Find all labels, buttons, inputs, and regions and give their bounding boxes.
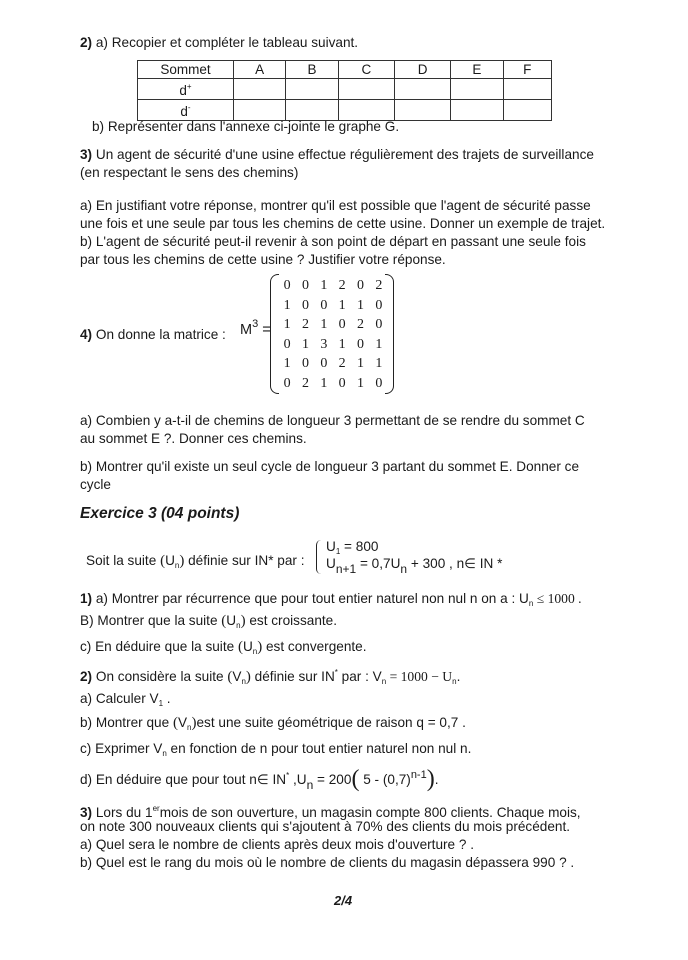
header-cell: E: [451, 61, 503, 79]
matrix-cell: 1: [283, 317, 291, 332]
degree-table-header-row: [138, 61, 552, 79]
matrix-cell: 1: [356, 297, 364, 313]
close-paren: ): [257, 639, 263, 655]
matrix-cell: 1: [320, 317, 328, 332]
star-sup: *: [334, 668, 338, 677]
open-paren: (: [227, 669, 233, 685]
q3-text: Un agent de sécurité d'une usine effectue régulièrement des trajets de surveillance: [92, 147, 594, 162]
text: est une suite géométrique de raison q = 0,7 .: [196, 715, 466, 730]
intro-text: Soit la suite: [86, 553, 161, 568]
text: c) Exprimer V: [80, 741, 163, 756]
system-brace: [316, 540, 323, 574]
sub: n: [306, 778, 314, 792]
period: .: [456, 669, 461, 684]
row-label-sup: +: [186, 82, 192, 91]
q2-b-statement: b) Représenter dans l'annexe ci-jointe le graphe G.: [92, 119, 400, 134]
text: 5 - (0,7): [359, 772, 411, 787]
p2-number: 2): [80, 669, 93, 684]
table-cell: [234, 79, 286, 100]
seq-u: U: [165, 553, 175, 568]
matrix-cell: 0: [301, 278, 309, 293]
matrix-cell: 0: [338, 317, 346, 332]
exercise-3-title: Exercice 3 (04 points): [80, 505, 240, 522]
matrix-cell: 2: [375, 278, 383, 293]
matrix-cell: 1: [375, 336, 383, 352]
u-sub: 1: [335, 547, 341, 556]
matrix-name: M: [240, 322, 253, 338]
matrix-cell: 0: [301, 297, 309, 313]
p2-c-statement: [80, 740, 471, 763]
q4-a-line1: a) Combien y a-t-il de chemins de longueur 3 permettant de se rendre du sommet C: [80, 413, 585, 428]
row-label-sup: -: [187, 103, 191, 112]
row-label: d: [180, 104, 188, 119]
matrix-cell: 0: [320, 356, 328, 371]
q3-b-line2: par tous les chemins de cette usine ? Justifier votre réponse.: [80, 252, 446, 267]
p1-a-statement: [80, 590, 582, 613]
table-cell: [394, 100, 450, 121]
text: définie sur IN: [250, 669, 335, 684]
matrix-cell: 3: [320, 336, 328, 352]
q3-number: 3): [80, 147, 93, 162]
sub: 1: [158, 699, 164, 708]
q3-a-line2: une fois et une seule par tous les chemins de cette usine. Donner un exemple de trajet.: [80, 216, 606, 231]
text: en fonction de n pour tout entier naturel non nul n.: [166, 741, 472, 756]
text: b) Montrer que: [80, 715, 173, 730]
text: a) Calculer V: [80, 691, 159, 706]
matrix-cell: 2: [356, 317, 364, 332]
matrix-cell: 1: [338, 336, 346, 352]
matrix-cell: 0: [283, 278, 291, 293]
close-paren: ): [191, 715, 197, 731]
sub: n: [236, 621, 241, 630]
text: B) Montrer que la suite: [80, 613, 222, 628]
table-cell: [503, 100, 551, 121]
q3-a-line1: a) En justifiant votre réponse, montrer qu'il est possible que l'agent de sécurité passe: [80, 198, 591, 213]
text: .: [163, 691, 171, 706]
exponent: n-1: [410, 769, 427, 781]
matrix-cell: 1: [283, 297, 291, 313]
matrix-cell: 0: [356, 278, 364, 293]
table-cell: [286, 79, 338, 100]
text: Lors du 1: [92, 805, 153, 820]
close-paren: ): [179, 553, 185, 569]
row-label-out-degree: [138, 79, 234, 100]
matrix-cell: 2: [338, 356, 346, 371]
open-paren: (: [221, 613, 227, 629]
text: ,U: [289, 772, 307, 787]
p1-b-statement: B) Montrer que la suite $(U_n)$ est croissante.: [80, 613, 337, 630]
table-cell: [394, 79, 450, 100]
matrix-cell: 2: [338, 278, 346, 293]
q3-statement-line2: (en respectant le sens des chemins): [80, 165, 299, 180]
q4-a-line2: au sommet E ?. Donner ces chemins.: [80, 431, 307, 446]
p3-a: a) Quel sera le nombre de clients après deux mois d'ouverture ? .: [80, 837, 474, 852]
matrix-cell: 0: [283, 375, 291, 391]
matrix-cell: 2: [301, 375, 309, 391]
matrix-cell: 0: [283, 336, 291, 352]
p3-b: b) Quel est le rang du mois où le nombre de clients du magasin dépassera 990 ? .: [80, 855, 575, 870]
u: U: [326, 556, 336, 571]
text: par : V: [337, 669, 382, 684]
q2-a-statement: [80, 34, 358, 52]
sub: n: [162, 749, 167, 758]
matrix-cell: 2: [301, 317, 309, 332]
matrix-cell: 1: [320, 278, 328, 293]
matrix-label: [240, 318, 271, 338]
open-paren: (: [160, 553, 166, 569]
matrix-grid: [278, 276, 388, 393]
p2-statement: [80, 664, 460, 691]
table-cell: [338, 79, 394, 100]
close-paren: ): [245, 669, 251, 685]
sub: n: [241, 677, 246, 686]
p2-b-statement: b) Montrer que $(V_n)est$ une suite géométrique de raison q = 0,7 .: [80, 715, 466, 732]
matrix-cell: 1: [375, 356, 383, 371]
table-cell: [451, 79, 503, 100]
matrix-cell: 0: [375, 317, 383, 332]
formula: = 1000 − U: [386, 669, 453, 684]
q3-b-line1: b) L'agent de sécurité peut-il revenir à son point de départ en passant une seule fois: [80, 234, 586, 249]
sub: n: [381, 677, 387, 686]
q2-a-text: a) Recopier et compléter le tableau suivant.: [92, 35, 359, 50]
period: .: [434, 772, 439, 787]
sub: n: [252, 647, 258, 656]
matrix-cell: 1: [356, 375, 364, 391]
seq-v: V: [232, 669, 242, 684]
header-cell: Sommet: [138, 61, 234, 79]
matrix-cell: 0: [375, 297, 383, 313]
p1-c-statement: c) En déduire que la suite $(U_n)$ est convergente.: [80, 639, 367, 656]
u-sub: n+1: [335, 562, 357, 576]
open-paren: (: [237, 639, 243, 655]
matrix-cell: 1: [338, 297, 346, 313]
q4-number: 4): [80, 327, 93, 342]
sub: n: [187, 723, 192, 732]
matrix-cell: 0: [320, 297, 328, 313]
close-paren: ): [426, 766, 435, 792]
page-number: 2/4: [334, 893, 353, 908]
matrix-cell: 0: [375, 375, 383, 391]
matrix-cell: 1: [320, 375, 328, 391]
matrix-cell: 1: [283, 356, 291, 371]
text: = 200: [313, 772, 352, 787]
u1-value: = 800: [340, 539, 379, 554]
right-parenthesis: [385, 274, 394, 394]
table-cell: [451, 100, 503, 121]
recurrence-rest: + 300 , n∈ IN *: [407, 556, 503, 571]
close-paren: ): [240, 613, 246, 629]
text: d) En déduire que pour tout n∈ IN: [80, 772, 287, 787]
sup: er: [152, 804, 160, 813]
degree-table: [137, 60, 552, 121]
q3-statement-line1: [80, 146, 594, 164]
header-cell: B: [286, 61, 338, 79]
q2-number: 2): [80, 35, 93, 50]
intro-after: définie sur IN* par :: [184, 553, 305, 568]
p1-a-text: a) Montrer par récurrence que pour tout entier naturel non nul n on a : U: [92, 591, 529, 606]
matrix-cell: 0: [356, 336, 364, 352]
sequence-definition: [86, 552, 304, 575]
system-line-2: [326, 555, 502, 578]
inequality: ≤ 1000 .: [533, 591, 582, 606]
header-cell: A: [234, 61, 286, 79]
p2-d-statement: [80, 766, 439, 794]
q4-statement: [80, 326, 226, 344]
header-cell: C: [338, 61, 394, 79]
star-sup: *: [286, 771, 290, 780]
open-paren: (: [172, 715, 178, 731]
q4-text: On donne la matrice :: [92, 327, 226, 342]
seq-sub: n: [174, 561, 180, 570]
matrix-exponent: 3: [252, 318, 259, 330]
matrix-m3: [270, 274, 394, 394]
sub: n: [528, 599, 534, 608]
header-cell: D: [394, 61, 450, 79]
table-row: [138, 79, 552, 100]
recurrence-mid: = 0,7U: [356, 556, 401, 571]
p1-number: 1): [80, 591, 93, 606]
open-paren: (: [351, 766, 360, 792]
text: mois de son ouverture, un magasin compte 800 clients. Chaque mois,: [159, 805, 581, 820]
matrix-cell: 0: [338, 375, 346, 391]
q4-b-line2: cycle: [80, 477, 111, 492]
text: c) En déduire que la suite: [80, 639, 238, 654]
text: est convergente.: [262, 639, 367, 654]
p2-a-statement: [80, 690, 171, 713]
u-sub: n: [400, 562, 408, 576]
p3-line2: on note 300 nouveaux clients qui s'ajoutent à 70% des clients du mois précédent.: [80, 819, 571, 834]
sub: n: [452, 677, 457, 686]
header-cell: F: [503, 61, 551, 79]
p3-number: 3): [80, 805, 93, 820]
row-label: d: [179, 83, 187, 98]
table-cell: [503, 79, 551, 100]
matrix-cell: 1: [356, 356, 364, 371]
equals-sign: =: [262, 322, 271, 338]
text: On considère la suite: [92, 669, 228, 684]
matrix-cell: 0: [301, 356, 309, 371]
u: U: [326, 539, 336, 554]
text: est croissante.: [245, 613, 337, 628]
matrix-cell: 1: [301, 336, 309, 352]
q4-b-line1: b) Montrer qu'il existe un seul cycle de longueur 3 partant du sommet E. Donner ce: [80, 459, 580, 474]
